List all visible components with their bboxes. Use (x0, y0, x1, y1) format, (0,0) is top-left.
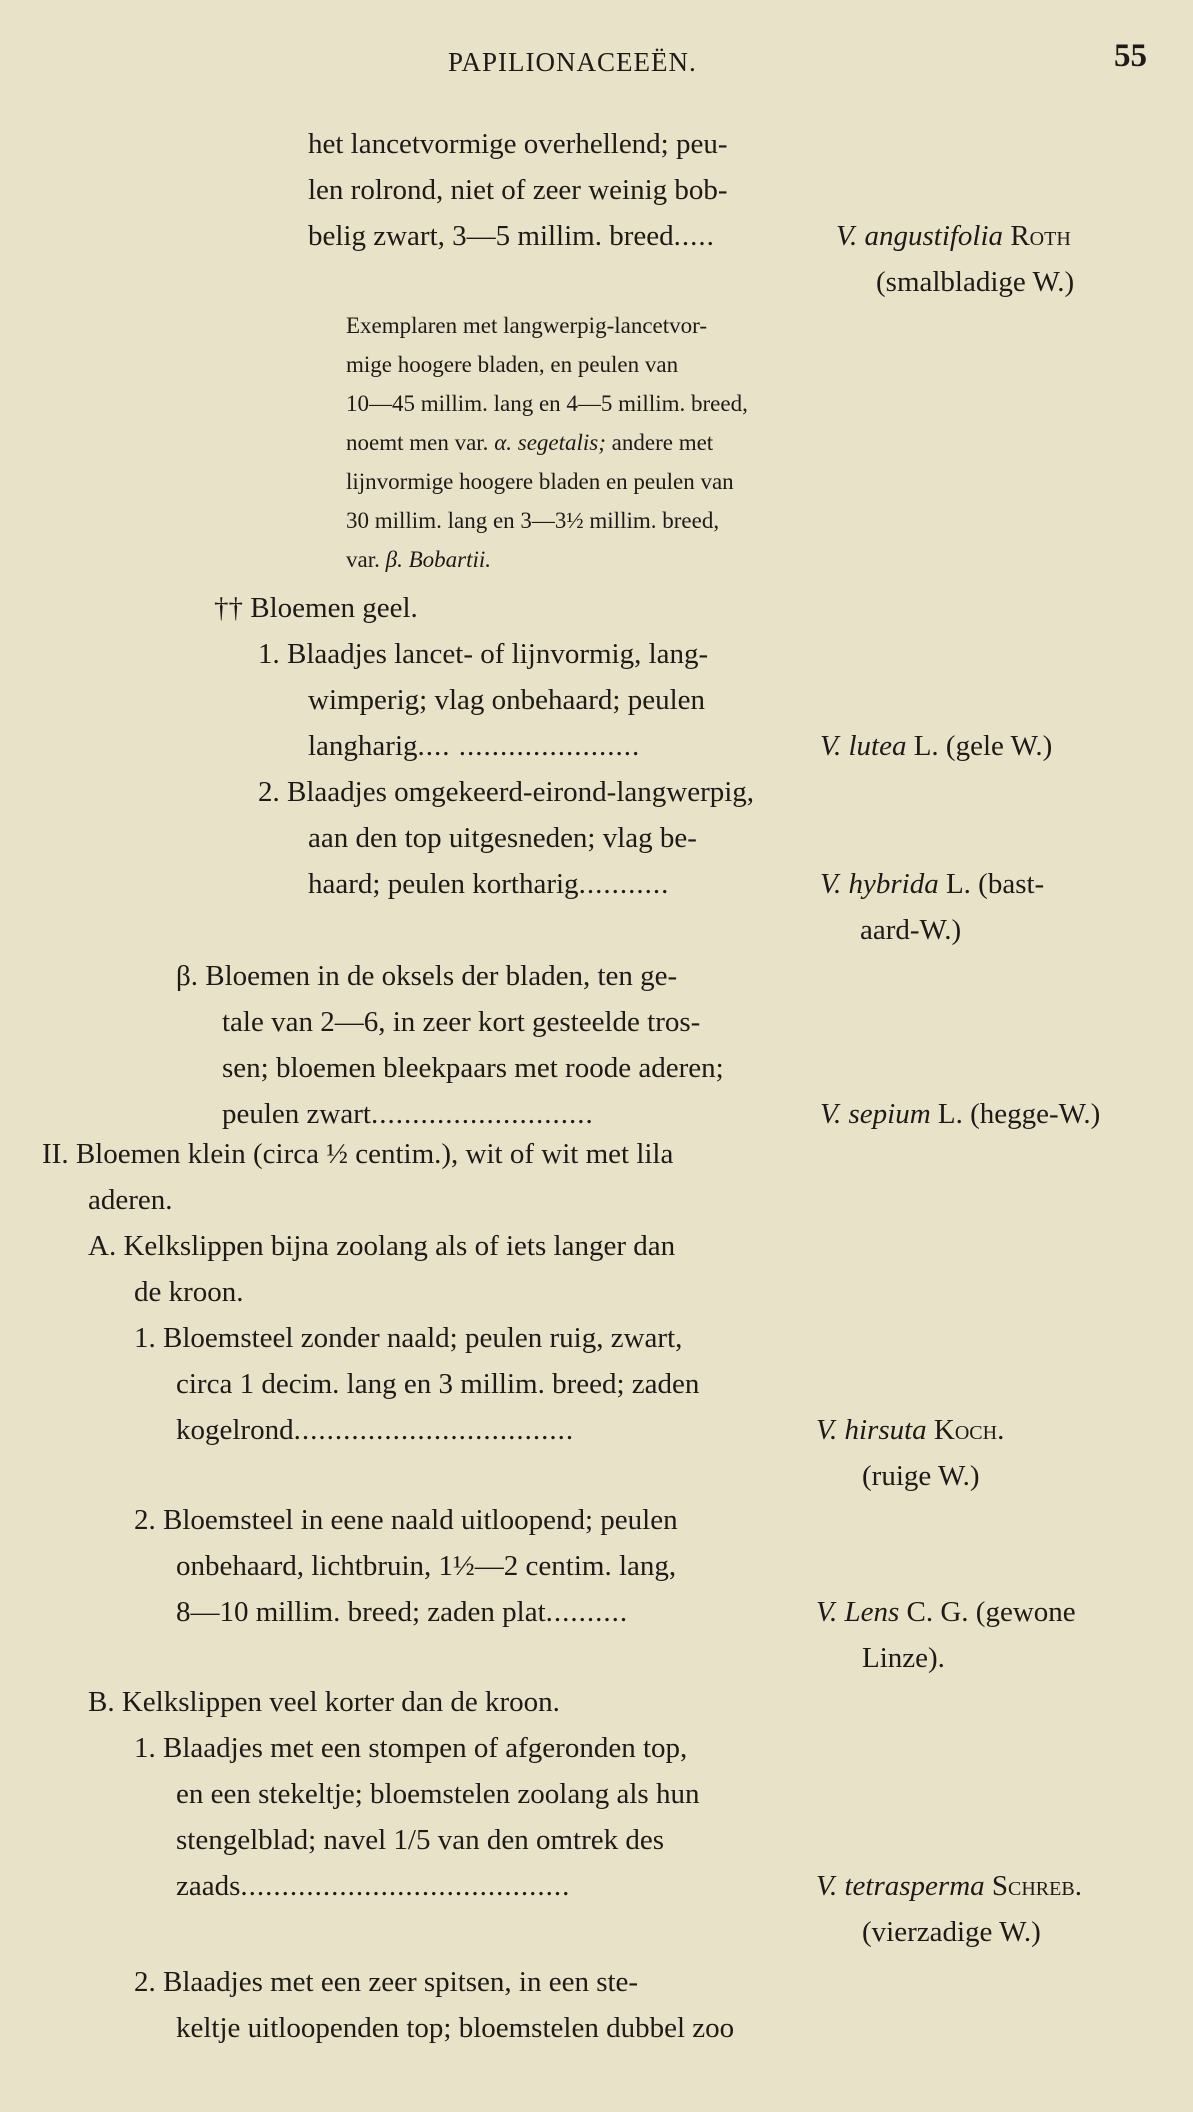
text-line: haard; peulen kortharig........... V. hybrida L. (bast- (308, 864, 669, 904)
leader-dots: ..... (673, 220, 715, 252)
double-dagger-icon: †† (214, 592, 243, 624)
species-name: V. tetrasperma Schreb. (816, 1870, 1082, 1902)
text-line: 1. Bloemsteel zonder naald; peulen ruig, zwart, (134, 1322, 683, 1354)
common-name: Linze). (862, 1642, 945, 1674)
text-line: en een stekeltje; bloemstelen zoolang als hun (176, 1778, 700, 1810)
common-name: (ruige W.) (862, 1460, 980, 1492)
text-line: tale van 2—6, in zeer kort gesteelde tros- (222, 1006, 701, 1038)
text-line: aan den top uitgesneden; vlag be- (308, 822, 697, 854)
variety-name: α. segetalis; (494, 430, 606, 455)
text-line: B. Kelkslippen veel korter dan de kroon. (88, 1686, 560, 1718)
text-line: 2. Blaadjes met een zeer spitsen, in een ste- (134, 1966, 639, 1998)
running-header: PAPILIONACEEËN. (448, 47, 697, 77)
leader-dots: ........... (578, 868, 670, 900)
text-line: stengelblad; navel 1/5 van den omtrek des (176, 1824, 665, 1856)
note-line: var. β. Bobartii. (346, 547, 491, 572)
text-line: peulen zwart........................... V. sepium L. (hegge-W.) (222, 1094, 594, 1134)
species-name: V. sepium L. (hegge-W.) (820, 1098, 1101, 1130)
variety-name: β. Bobartii. (385, 547, 491, 572)
page-number: 55 (1114, 38, 1147, 74)
text-segment: belig zwart, 3—5 millim. breed (308, 220, 674, 252)
common-name: (vierzadige W.) (862, 1916, 1041, 1948)
text-line: langharig.... ...................... V. lutea L. (gele W.) (308, 726, 640, 766)
section-heading: †† Bloemen geel. (214, 592, 418, 624)
species-name: V. Lens C. G. (gewone (816, 1596, 1076, 1628)
text-line: 2. Bloemsteel in eene naald uitloopend; peulen (134, 1504, 678, 1536)
text-line: onbehaard, lichtbruin, 1½—2 centim. lang, (176, 1550, 677, 1582)
text-line: de kroon. (134, 1276, 244, 1308)
species-name: V. lutea L. (gele W.) (820, 730, 1053, 762)
leader-dots: .......... (545, 1596, 629, 1628)
text-line: zaads........................................ V. tetrasperma Schreb. (176, 1866, 570, 1906)
text-line: II. Bloemen klein (circa ½ centim.), wit of wit met lila (42, 1138, 674, 1170)
text-line: sen; bloemen bleekpaars met roode aderen; (222, 1052, 724, 1084)
text-line: keltje uitloopenden top; bloemstelen dubbel zoo (176, 2012, 735, 2044)
leader-dots: .................................. (293, 1414, 575, 1446)
text-line: aderen. (88, 1184, 173, 1216)
leader-dots: ........................................ (240, 1870, 571, 1902)
text-line: 1. Blaadjes lancet- of lijnvormig, lang- (258, 638, 709, 670)
text-line (308, 216, 1071, 256)
text-line: kogelrond.................................. V. hirsuta Koch. (176, 1410, 574, 1450)
species-name: V. hybrida L. (bast- (820, 868, 1045, 900)
species-name: V. angustifolia Roth (836, 220, 1071, 252)
text-line: wimperig; vlag onbehaard; peulen (308, 684, 706, 716)
note-line: mige hoogere bladen, en peulen van (346, 352, 679, 377)
text-line: het lancetvormige overhellend; peu- (308, 128, 728, 160)
common-name: (smalbladige W.) (876, 266, 1075, 298)
common-name: aard-W.) (860, 914, 962, 946)
note-line: 30 millim. lang en 3—3½ millim. breed, (346, 508, 720, 533)
leader-dots: ........................... (370, 1098, 594, 1130)
species-name: V. hirsuta Koch. (816, 1414, 1005, 1446)
note-line: noemt men var. α. segetalis; andere met (346, 430, 714, 455)
note-line: lijnvormige hoogere bladen en peulen van (346, 469, 734, 494)
text-line: 1. Blaadjes met een stompen of afgeronden top, (134, 1732, 688, 1764)
note-line: Exemplaren met langwerpig-lancetvor- (346, 313, 707, 338)
text-line: 8—10 millim. breed; zaden plat.......... V. Lens C. G. (gewone (176, 1592, 628, 1632)
text-line: 2. Blaadjes omgekeerd-eirond-langwerpig, (258, 776, 755, 808)
leader-dots: .... ...................... (417, 730, 641, 762)
text-line: circa 1 decim. lang en 3 millim. breed; zaden (176, 1368, 700, 1400)
note-line: 10—45 millim. lang en 4—5 millim. breed, (346, 391, 748, 416)
text-line: β. Bloemen in de oksels der bladen, ten ge- (176, 960, 678, 992)
text-line: A. Kelkslippen bijna zoolang als of iets langer dan (88, 1230, 676, 1262)
text-line: len rolrond, niet of zeer weinig bob- (308, 174, 728, 206)
